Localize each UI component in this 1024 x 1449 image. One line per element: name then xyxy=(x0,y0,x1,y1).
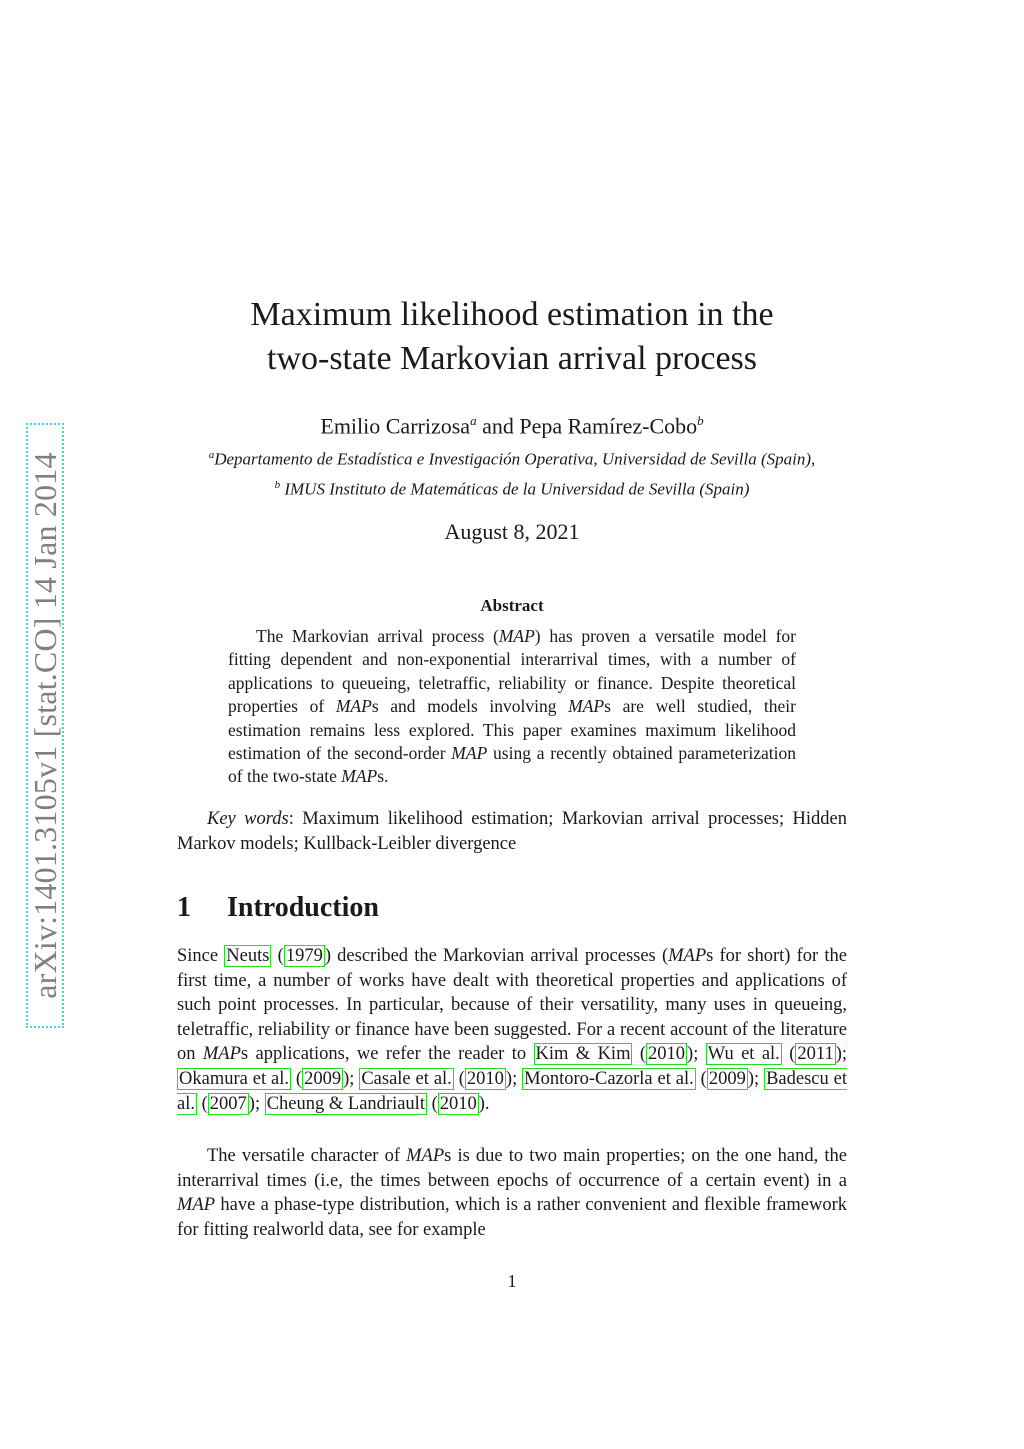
citation-link[interactable]: Badescu et al. xyxy=(177,1068,848,1114)
text-run: s is due to two main properties; on the one hand, the interarrival times (i.e, the times between epochs of occurrence of a certain event) in a xyxy=(177,1146,847,1191)
citation-year-link[interactable]: 2009 xyxy=(304,1068,342,1089)
text-run: ( xyxy=(426,1093,438,1114)
text-run: ( xyxy=(453,1068,465,1089)
text-run: ); xyxy=(248,1093,265,1114)
affiliation-text: Departamento de Estadística e Investigación Operativa, Universidad de Sevilla (Spain), xyxy=(214,449,816,469)
text-run: ). xyxy=(478,1093,490,1114)
citation-link[interactable]: Okamura et al. xyxy=(179,1068,289,1089)
affiliation-mark: a xyxy=(208,449,215,461)
math-map: MAP xyxy=(406,1146,445,1166)
citation-link[interactable]: Casale et al. xyxy=(361,1068,452,1089)
author-name: Emilio Carrizosa xyxy=(320,413,471,439)
paper-date: August 8, 2021 xyxy=(444,519,580,544)
affiliation-text: IMUS Instituto de Matemáticas de la Universidad de Sevilla (Spain) xyxy=(280,479,750,499)
author-name: Pepa Ramírez-Cobo xyxy=(519,413,698,439)
math-map: MAP xyxy=(202,1044,241,1065)
text-run: ( xyxy=(632,1044,647,1065)
citation-year-link[interactable]: 2009 xyxy=(708,1068,746,1089)
text-run: ); xyxy=(687,1044,706,1065)
math-map: MAP xyxy=(177,1195,216,1216)
citation-link[interactable]: Kim & Kim xyxy=(535,1044,631,1065)
affiliation-a xyxy=(0,444,1024,471)
page-number: 1 xyxy=(507,1271,517,1291)
text-run: have a phase-type distribution, which is a rather convenient and flexible framework for fitting realworld data, see for example xyxy=(177,1195,847,1240)
text-run: s for short) for the first time, a number of works have dealt with theoretical properties and applications of such point processes. In particular, because of their versatility, many uses in queueing, teletraffic, reliability or finance have been suggested. For a recent account of the literature on xyxy=(177,946,847,1065)
text-run: ( xyxy=(291,1068,303,1089)
keywords-text: : Maximum likelihood estimation; Markovian arrival processes; Hidden Markov models; Kullback-Leibler divergence xyxy=(177,809,847,854)
keywords xyxy=(177,807,847,856)
section-number: 1 xyxy=(177,892,191,923)
text-run: Since xyxy=(177,946,225,966)
abstract-heading: Abstract xyxy=(480,596,544,615)
title-line-1: Maximum likelihood estimation in the xyxy=(250,296,774,333)
text-run: ) described the Markovian arrival processes ( xyxy=(324,946,669,966)
citation-link[interactable]: Montoro-Cazorla et al. xyxy=(524,1068,694,1089)
text-run: ); xyxy=(835,1044,848,1065)
arxiv-identifier-stamp[interactable]: arXiv:1401.3105v1 [stat.CO] 14 Jan 2014 xyxy=(26,423,64,1028)
citation-link[interactable]: Neuts xyxy=(226,946,270,966)
section-title: Introduction xyxy=(227,892,379,923)
title-line-2: two-state Markovian arrival process xyxy=(267,340,757,377)
text-run: ( xyxy=(271,946,284,966)
paper-title xyxy=(0,293,1024,381)
author-list xyxy=(0,407,1024,440)
citation-year-link[interactable]: 1979 xyxy=(285,946,323,966)
intro-paragraph-2 xyxy=(177,1144,847,1242)
author-conjunction: and xyxy=(476,413,520,439)
citation-year-link[interactable]: 2010 xyxy=(439,1093,477,1114)
text-run: ) has proven a versatile model for fitting dependent and non-exponential interarrival times, with a number of applications to queueing, teletraffic, reliability or finance. Despite theoretical properties of xyxy=(228,626,796,717)
math-map: MAP xyxy=(451,743,488,764)
text-run: ( xyxy=(695,1068,707,1089)
text-run: The versatile character of xyxy=(207,1146,407,1166)
math-map: MAP xyxy=(498,626,535,646)
text-run: s. xyxy=(377,766,389,787)
citation-link[interactable]: Wu et al. xyxy=(707,1044,780,1065)
math-map: MAP xyxy=(568,696,605,717)
citation-year-link[interactable]: 2010 xyxy=(466,1068,504,1089)
intro-paragraph-1 xyxy=(177,944,847,1116)
text-run: The Markovian arrival process ( xyxy=(256,626,499,646)
section-heading-introduction xyxy=(177,890,847,926)
math-map: MAP xyxy=(335,696,372,717)
text-run: ); xyxy=(505,1068,523,1089)
text-run: s and models involving xyxy=(371,696,569,717)
citation-year-link[interactable]: 2010 xyxy=(648,1044,686,1065)
keywords-label: Key words xyxy=(207,809,289,829)
text-run: ( xyxy=(781,1044,796,1065)
affiliation-mark: a xyxy=(470,413,477,428)
citation-link[interactable]: Cheung & Landriault xyxy=(266,1093,425,1114)
text-run: using a recently obtained parameterization of the two-state xyxy=(228,743,796,787)
affiliation-mark: b xyxy=(274,479,281,491)
text-run: ); xyxy=(747,1068,765,1089)
citation-year-link[interactable]: 2007 xyxy=(209,1093,247,1114)
text-run: s are well studied, their estimation remains less explored. This paper examines maximum likelihood estimation of the second-order xyxy=(228,696,796,764)
abstract-body xyxy=(228,625,796,789)
math-map: MAP xyxy=(668,946,707,966)
math-map: MAP xyxy=(341,766,378,787)
citation-year-link[interactable]: 2011 xyxy=(797,1044,834,1065)
affiliation-mark: b xyxy=(697,413,704,428)
affiliation-b xyxy=(0,474,1024,501)
text-run: ( xyxy=(196,1093,208,1114)
text-run: s applications, we refer the reader to xyxy=(240,1044,534,1065)
text-run: ); xyxy=(343,1068,360,1089)
